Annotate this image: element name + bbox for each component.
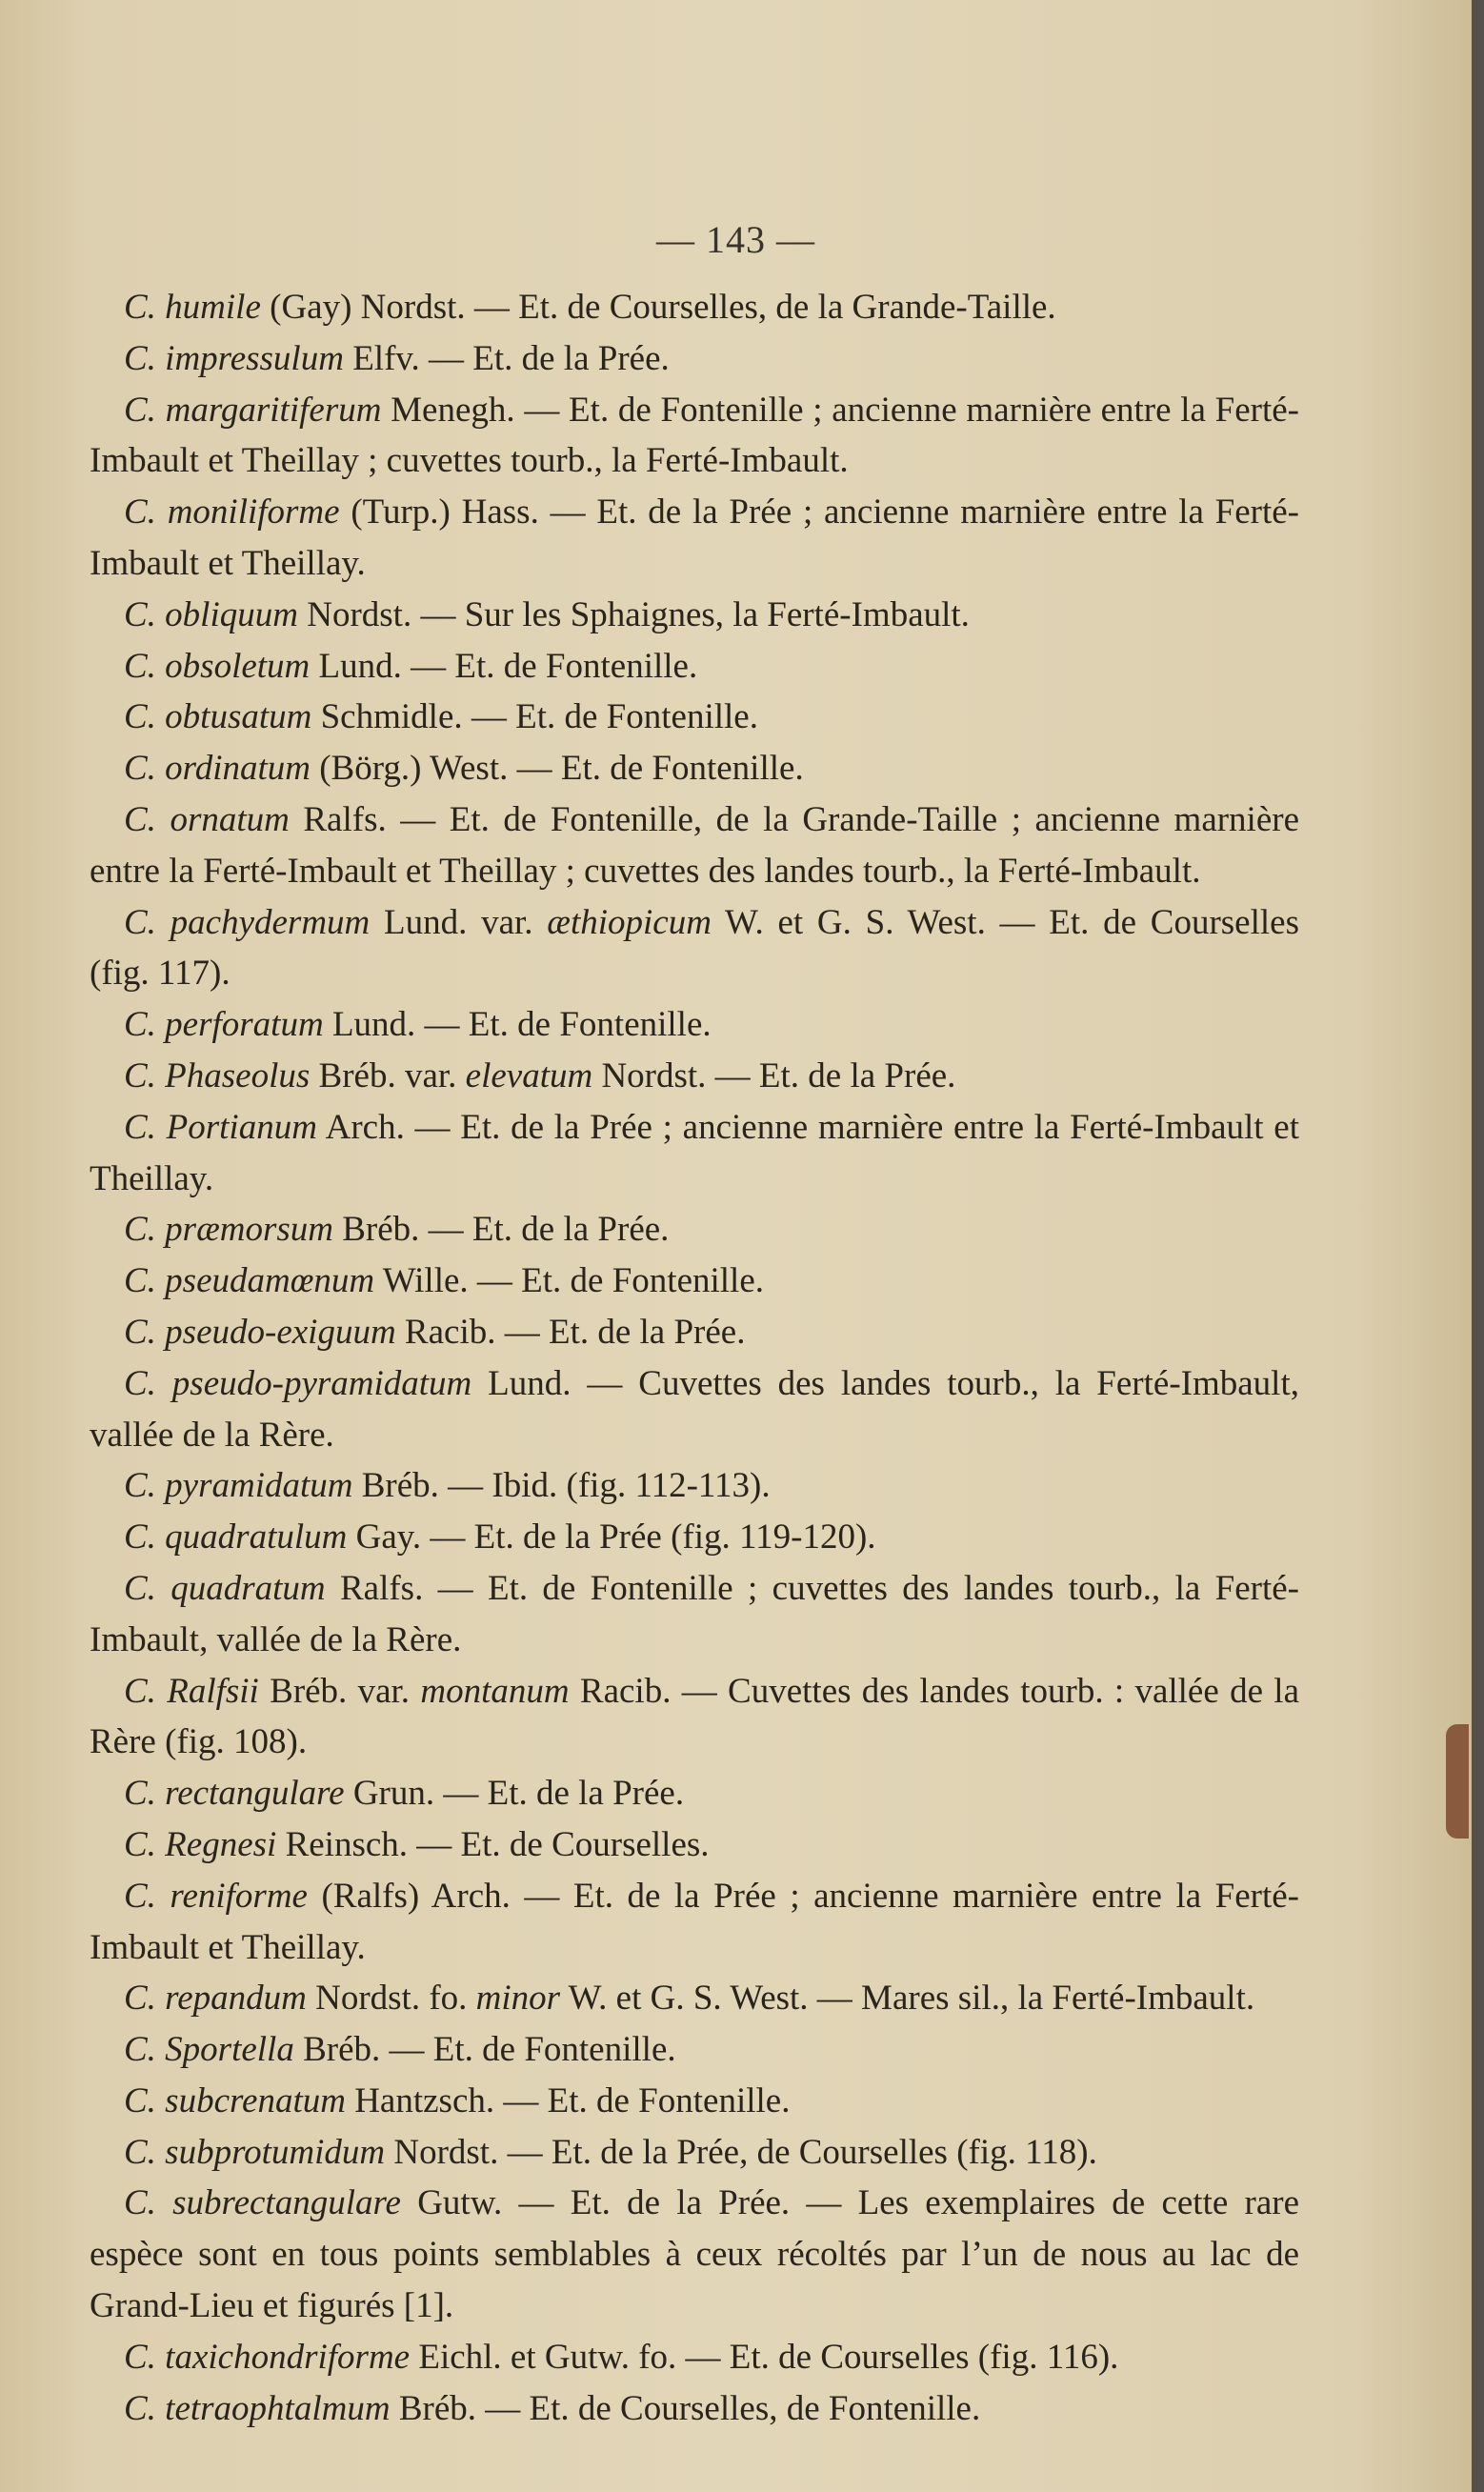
species-name: C. quadratum <box>124 1568 326 1608</box>
species-name: C. subrectangulare <box>124 2183 401 2223</box>
species-entry <box>90 2383 1299 2435</box>
species-text-cont: Nordst. — Et. de la Prée. <box>592 1055 956 1095</box>
species-entry <box>90 590 1299 641</box>
species-text: Ralfs. — Et. de Fontenille, de la Grande-Taille ; ancienne marnière entre la Ferté-Imbault et Theillay ; cuvettes des landes tourb., la Ferté-Imbault. <box>90 799 1300 891</box>
species-text: Arch. — Et. de la Prée ; ancienne marnière entre la Ferté-Imbault et Theillay. <box>90 1107 1299 1198</box>
species-text: Bréb. var. <box>258 1671 421 1711</box>
species-text: Bréb. var. <box>310 1055 466 1095</box>
species-text: Lund. — Et. de Fontenille. <box>323 1005 712 1045</box>
species-name: C. obtusatum <box>124 697 312 737</box>
species-name: C. taxichondriforme <box>124 2337 411 2377</box>
species-entry <box>90 1204 1299 1256</box>
species-text: Schmidle. — Et. de Fontenille. <box>311 697 758 737</box>
species-name: C. Regnesi <box>124 1824 277 1864</box>
species-text: Gutw. — Et. de la Prée. — Les exemplaires de cette rare espèce sont en tous points semblables à ceux récoltés par l’un de nous au lac de Grand-Lieu et figurés [1]. <box>90 2183 1299 2326</box>
species-entry <box>90 1819 1299 1871</box>
species-text: Racib. — Et. de la Prée. <box>395 1312 746 1352</box>
species-name: C. repandum <box>124 1979 307 2019</box>
species-entry <box>90 385 1299 488</box>
species-text: (Gay) Nordst. — Et. de Courselles, de la Grande-Taille. <box>260 288 1056 327</box>
species-entry <box>90 641 1299 693</box>
species-text: Bréb. — Et. de Fontenille. <box>293 2030 676 2070</box>
species-entry <box>90 487 1299 590</box>
species-name: C. margaritiferum <box>124 390 382 430</box>
species-text: Eichl. et Gutw. fo. — Et. de Courselles (fig. 116). <box>410 2337 1119 2377</box>
species-text: Bréb. — Et. de la Prée. <box>333 1210 670 1250</box>
species-name: C. pachydermum <box>124 902 371 942</box>
species-name: C. obliquum <box>124 594 298 634</box>
species-name: C. rectangulare <box>124 1774 345 1814</box>
species-entry <box>90 743 1299 794</box>
species-entry <box>90 1460 1299 1512</box>
species-entry <box>90 794 1299 897</box>
species-text: Nordst. — Sur les Sphaignes, la Ferté-Imbault. <box>297 594 970 634</box>
species-name: C. Phaseolus <box>124 1055 311 1095</box>
species-name: C. ornatum <box>124 799 290 839</box>
species-entry <box>90 1768 1299 1819</box>
species-name: C. ordinatum <box>124 749 311 789</box>
species-text: Ralfs. — Et. de Fontenille ; cuvettes des landes tourb., la Ferté-Imbault, vallée de la Rère. <box>90 1568 1299 1659</box>
species-entry <box>90 692 1299 743</box>
species-text: Hantzsch. — Et. de Fontenille. <box>345 2080 791 2120</box>
species-text: (Turp.) Hass. — Et. de la Prée ; ancienne marnière entre la Ferté-Imbault et Theillay. <box>90 492 1300 583</box>
species-text: (Börg.) West. — Et. de Fontenille. <box>310 749 804 789</box>
species-text: Lund. — Cuvettes des landes tourb., la Ferté-Imbault, vallée de la Rère. <box>90 1363 1299 1455</box>
species-entry <box>90 2024 1299 2076</box>
species-name: C. obsoletum <box>124 646 311 686</box>
species-name: C. subprotumidum <box>124 2132 386 2172</box>
species-name: C. Portianum <box>124 1107 317 1147</box>
species-text: Lund. var. <box>370 902 548 942</box>
species-text: Wille. — Et. de Fontenille. <box>374 1261 765 1301</box>
variety-name: minor <box>475 1979 561 2019</box>
species-entry <box>90 282 1299 333</box>
species-entry <box>90 1307 1299 1358</box>
species-text: Elfv. — Et. de la Prée. <box>343 338 670 378</box>
species-name: C. moniliforme <box>124 492 340 533</box>
species-text-cont: W. et G. S. West. — Et. de Courselles (fig. 117). <box>90 902 1299 994</box>
species-name: C. perforatum <box>124 1005 324 1045</box>
species-entry <box>90 2332 1299 2383</box>
scan-edge <box>1472 0 1484 2492</box>
species-text: Nordst. fo. <box>306 1979 476 2019</box>
species-entry <box>90 897 1299 1000</box>
species-text: Bréb. — Et. de Courselles, de Fontenille. <box>390 2388 981 2428</box>
species-entry <box>90 2076 1299 2127</box>
species-entry <box>90 2127 1299 2179</box>
species-entry <box>90 2178 1299 2331</box>
species-text: Menegh. — Et. de Fontenille ; ancienne marnière entre la Ferté-Imbault et Theillay ; cuvettes tourb., la Ferté-Imbault. <box>90 390 1300 481</box>
species-entry <box>90 1102 1299 1205</box>
variety-name: elevatum <box>465 1055 593 1095</box>
species-entry <box>90 1871 1299 1974</box>
species-text: Grun. — Et. de la Prée. <box>344 1774 685 1814</box>
species-entry <box>90 1358 1299 1461</box>
species-name: C. tetraophtalmum <box>124 2388 391 2428</box>
species-name: C. impressulum <box>124 338 344 378</box>
species-entry <box>90 1512 1299 1563</box>
species-entry <box>90 1973 1299 2024</box>
page-edge-tab <box>1446 1724 1469 1839</box>
species-entry <box>90 1666 1299 1769</box>
species-name: C. pseudamœnum <box>124 1261 375 1301</box>
species-name: C. pseudo-exiguum <box>124 1312 396 1352</box>
species-list <box>90 282 1299 2434</box>
species-name: C. Ralfsii <box>124 1671 259 1711</box>
species-text: Lund. — Et. de Fontenille. <box>310 646 698 686</box>
page-number: — 143 — <box>656 218 815 261</box>
species-name: C. Sportella <box>124 2030 294 2070</box>
species-text: Reinsch. — Et. de Courselles. <box>276 1824 710 1864</box>
species-text-cont: Racib. — Cuvettes des landes tourb. : vallée de la Rère (fig. 108). <box>90 1671 1299 1762</box>
species-text: (Ralfs) Arch. — Et. de la Prée ; ancienne marnière entre la Ferté-Imbault et Theillay. <box>90 1876 1299 1967</box>
species-text-cont: W. et G. S. West. — Mares sil., la Ferté-Imbault. <box>560 1979 1255 2019</box>
species-entry <box>90 1051 1299 1102</box>
species-text: Bréb. — Ibid. (fig. 112-113). <box>352 1466 771 1506</box>
species-entry <box>90 333 1299 385</box>
species-text: Gay. — Et. de la Prée (fig. 119-120). <box>347 1517 876 1558</box>
species-name: C. pyramidatum <box>124 1466 353 1506</box>
species-text: Nordst. — Et. de la Prée, de Courselles (fig. 118). <box>385 2132 1097 2172</box>
species-name: C. humile <box>124 288 261 327</box>
species-name: C. reniforme <box>124 1876 308 1916</box>
variety-name: montanum <box>420 1671 570 1711</box>
species-name: C. quadratulum <box>124 1517 348 1558</box>
species-entry <box>90 1563 1299 1666</box>
species-entry <box>90 1256 1299 1307</box>
variety-name: æthiopicum <box>547 902 712 942</box>
species-name: C. subcrenatum <box>124 2080 346 2120</box>
species-name: C. præmorsum <box>124 1210 333 1250</box>
species-name: C. pseudo-pyramidatum <box>124 1363 472 1403</box>
species-entry <box>90 999 1299 1051</box>
